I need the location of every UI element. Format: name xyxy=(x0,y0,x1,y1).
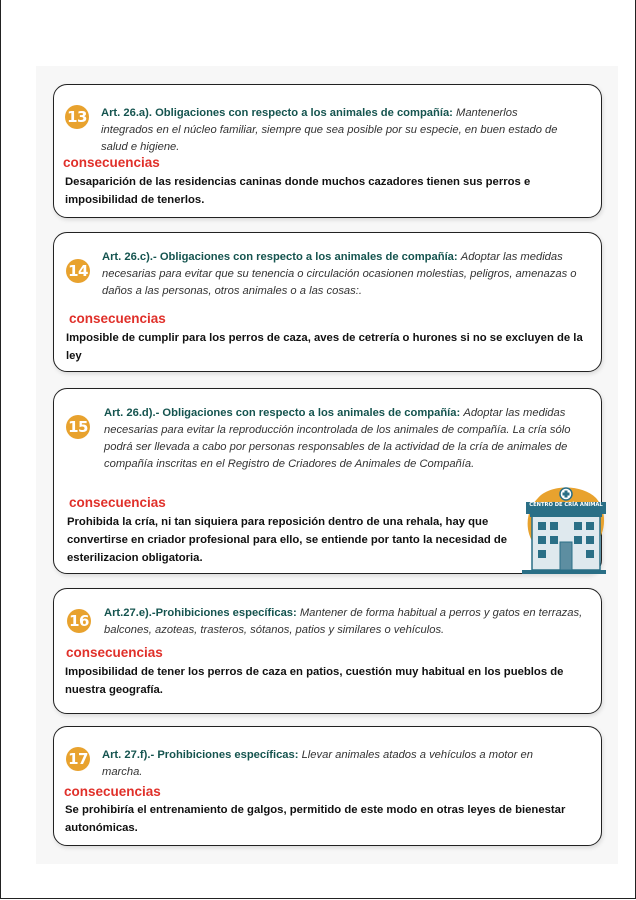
consequence-text: Desaparición de las residencias caninas donde muchos cazadores tienen sus perros e imposibilidad de tenerlos. xyxy=(65,176,531,206)
article-card-15 xyxy=(53,388,602,574)
number-badge: 16 xyxy=(67,609,91,633)
article-text xyxy=(101,105,571,156)
article-card-17 xyxy=(53,726,602,846)
article-card-13 xyxy=(53,84,602,218)
article-card-16 xyxy=(53,588,602,714)
consequences-heading: consecuencias xyxy=(69,311,166,326)
consequence-text: Imposible de cumplir para los perros de caza, aves de cetrería o hurones si no se excluyen de la ley xyxy=(66,332,583,362)
consequence-text: Imposibilidad de tener los perros de caza en patios, cuestión muy habitual en los pueblos de nuestra geografía. xyxy=(65,666,564,696)
consequences-heading: consecuencias xyxy=(66,645,163,660)
article-title: Art.27.e).-Prohibiciones específicas: xyxy=(104,607,297,619)
consequences-heading: consecuencias xyxy=(69,495,166,510)
number-badge: 17 xyxy=(66,747,90,771)
article-text xyxy=(102,747,572,781)
article-title: Art. 27.f).- Prohibiciones específicas: xyxy=(102,749,299,761)
article-text xyxy=(104,405,574,473)
building-illustration-icon xyxy=(522,486,606,574)
building-sign-text: CENTRO DE CRÍA ANIMAL xyxy=(529,502,603,508)
consequences-heading: consecuencias xyxy=(64,784,161,799)
article-description: Adoptar las medidas necesarias para evitar la reproducción incontrolada de los animales de compañía. La cría sólo podrá ser llevada a cabo por personas responsables de la actividad de la cría de animales de compañía inscritas en el Registro de Criadores de Animales de Compañía. xyxy=(104,407,571,470)
article-text xyxy=(104,605,584,639)
number-badge: 14 xyxy=(66,259,90,283)
consequence-text: Prohibida la cría, ni tan siquiera para reposición dentro de una rehala, hay que convertirse en criador profesional para ello, se entiende por tanto la necesidad de esterilizacion obligatoria. xyxy=(67,516,508,564)
number-badge: 13 xyxy=(65,105,89,129)
article-title: Art. 26.a). Obligaciones con respecto a los animales de compañía: xyxy=(101,107,453,119)
article-description: Mantenerlos integrados en el núcleo familiar, siempre que sea posible por su especie, en buen estado de salud e higiene. xyxy=(101,107,558,153)
article-card-14 xyxy=(53,232,602,372)
number-badge: 15 xyxy=(66,415,90,439)
article-description: Adoptar las medidas necesarias para evitar que su tenencia o circulación ocasionen molestias, peligros, amenazas o daños a las personas, otros animales o a las cosas:. xyxy=(102,251,577,297)
consequences-heading: consecuencias xyxy=(63,155,160,170)
article-title: Art. 26.c).- Obligaciones con respecto a los animales de compañía: xyxy=(102,251,458,263)
consequence-text: Se prohibiría el entrenamiento de galgos, permitido de este modo en otras leyes de bienestar autonómicas. xyxy=(65,804,566,834)
article-text xyxy=(102,249,582,300)
article-description: Llevar animales atados a vehículos a motor en marcha. xyxy=(102,749,533,778)
article-title: Art. 26.d).- Obligaciones con respecto a los animales de compañía: xyxy=(104,407,461,419)
article-description: Mantener de forma habitual a perros y gatos en terrazas, balcones, azoteas, trasteros, sótanos, patios y similares o vehículos. xyxy=(104,607,583,636)
